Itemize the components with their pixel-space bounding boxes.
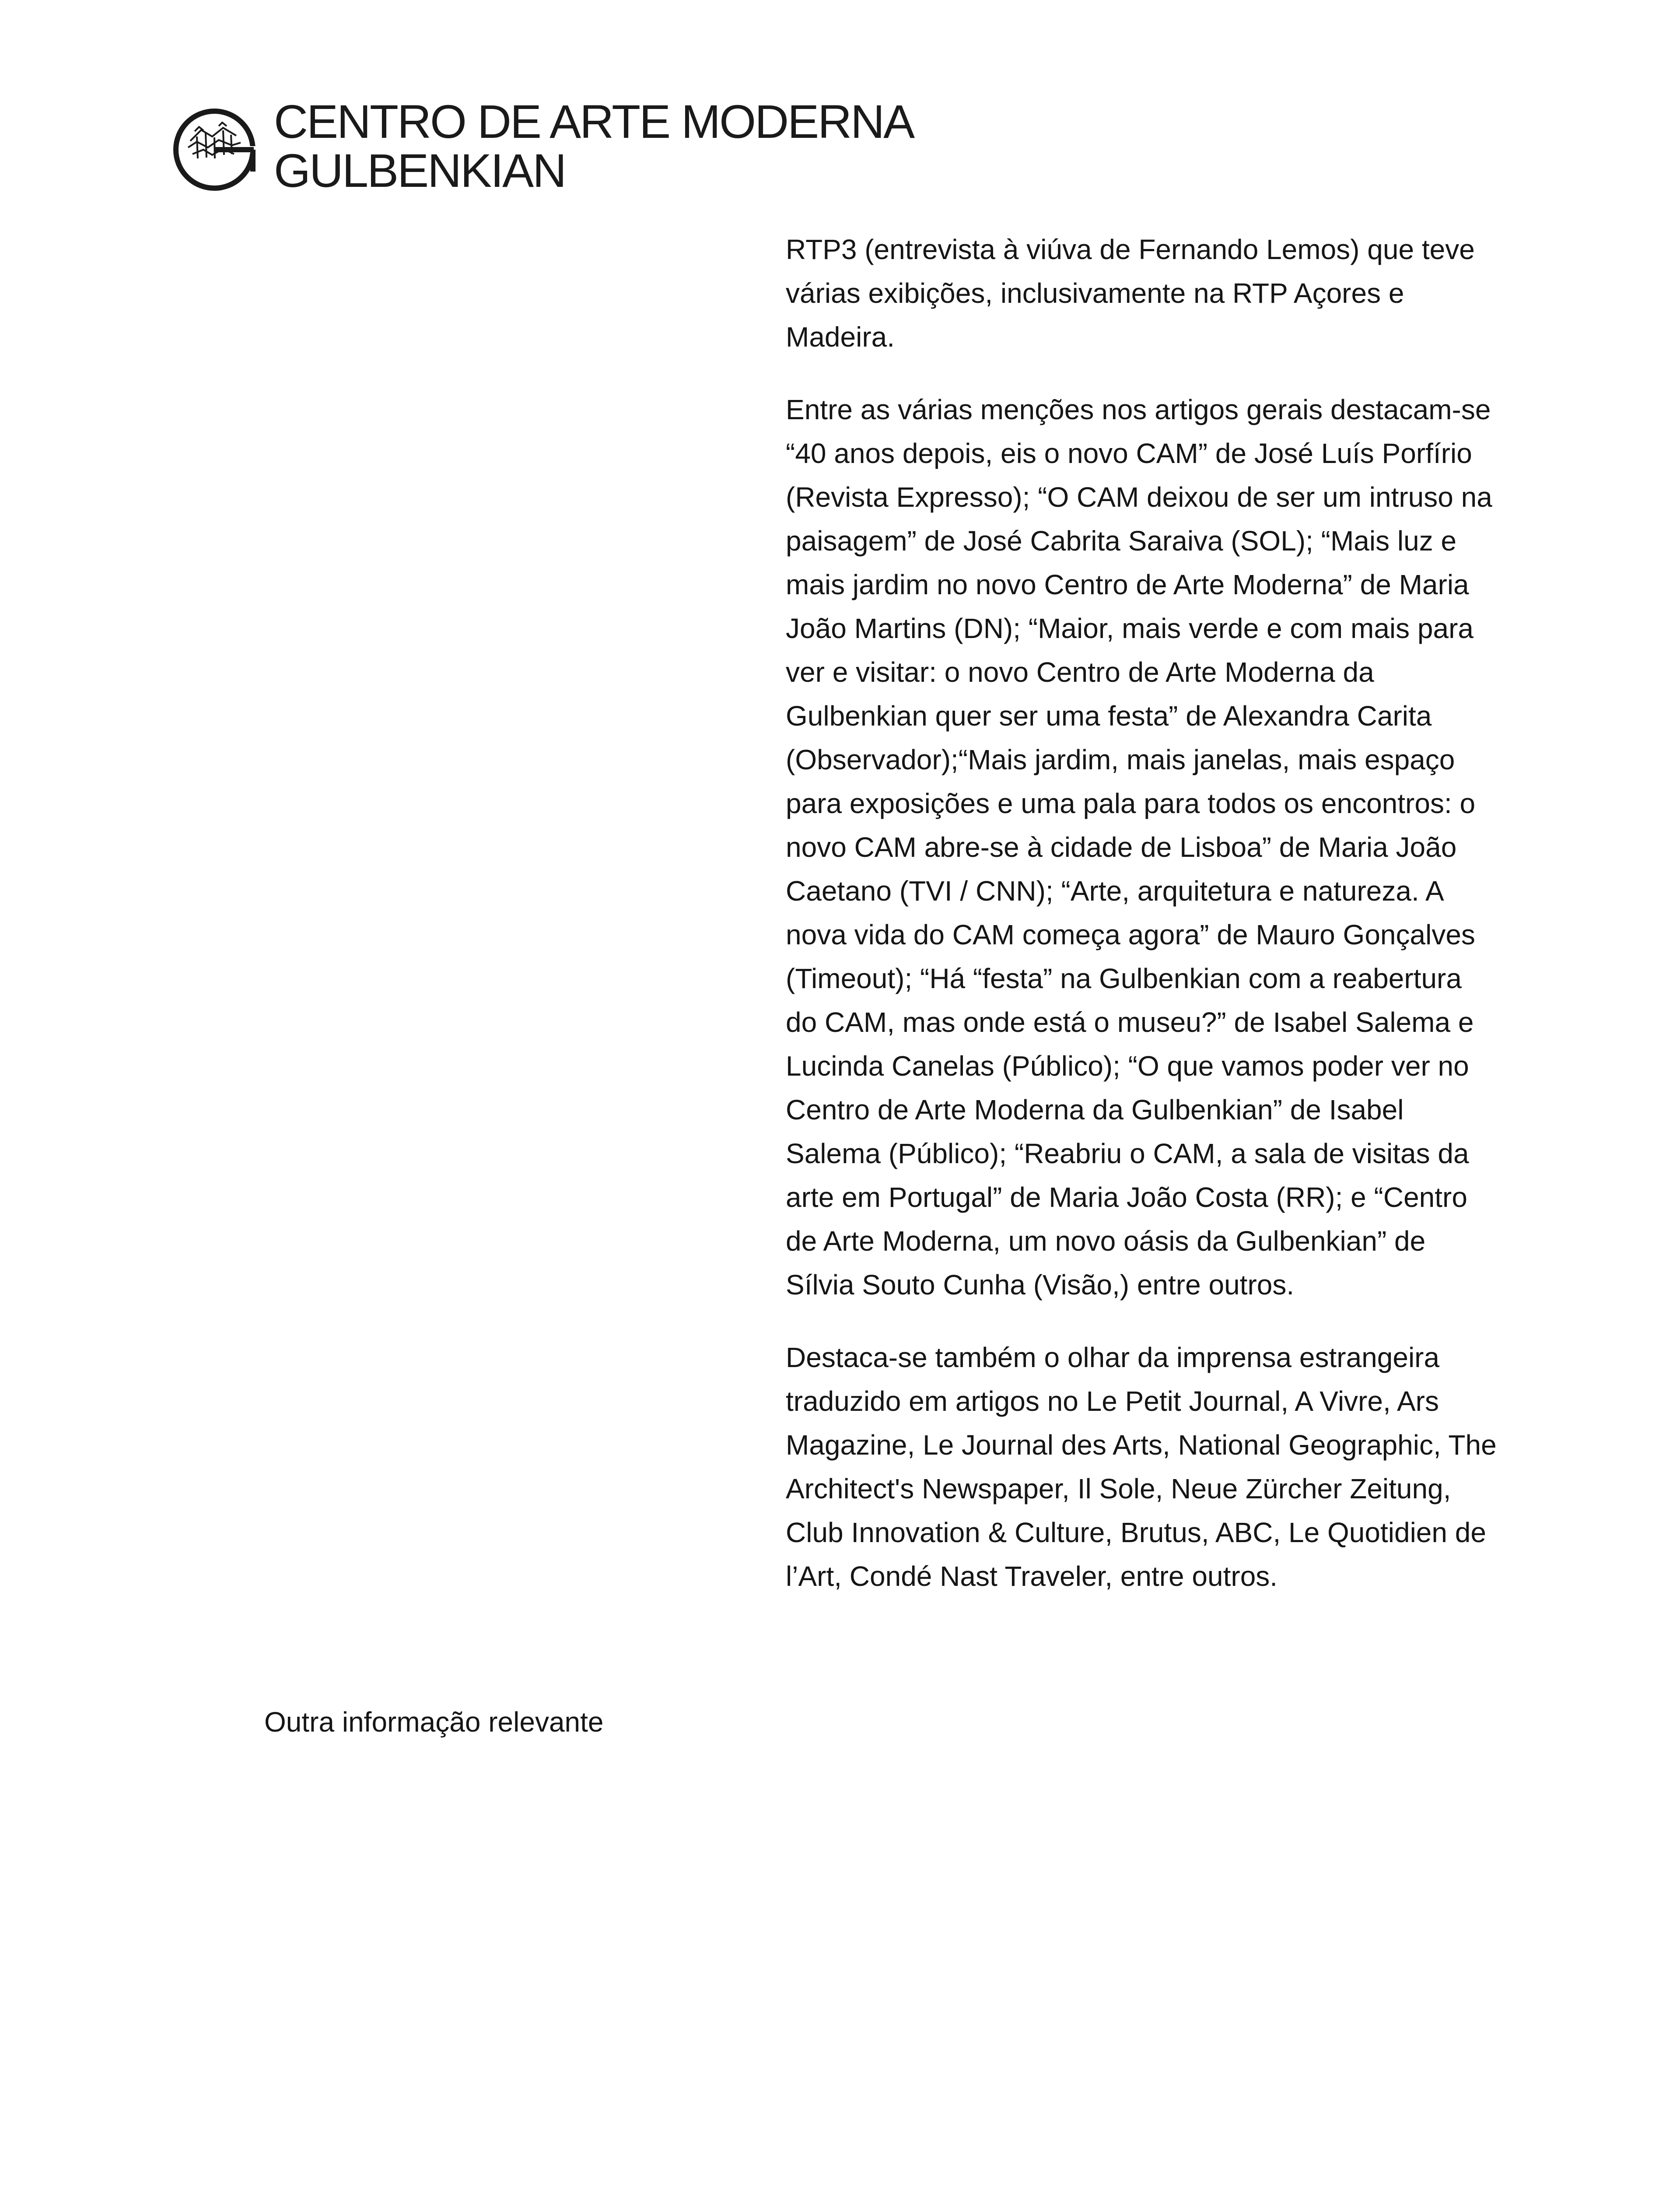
logo-wordmark <box>274 97 914 195</box>
paragraph-rtp3: RTP3 (entrevista à viúva de Fernando Lemos) que teve várias exibições, inclusivamente na RTP Açores e Madeira. <box>786 234 1475 353</box>
report-body <box>786 228 1499 1627</box>
organization-logo <box>171 97 1046 198</box>
logo-line-2: GULBENKIAN <box>274 144 566 197</box>
paragraph-press-mentions: Entre as várias menções nos artigos gerais destacam-se “40 anos depois, eis o novo CAM” de José Luís Porfírio (Revista Expresso); “O CAM deixou de ser um intruso na paisagem” de José Cabrita Saraiva (SOL); “Mais luz e mais jardim no novo Centro de Arte Moderna” de Maria João Martins (DN); “Maior, mais verde e com mais para ver e visitar: o novo Centro de Arte Moderna da Gulbenkian quer ser uma festa” de Alexandra Carita (Observador);“Mais jardim, mais janelas, mais espaço para exposições e uma pala para todos os encontros: o novo CAM abre-se à cidade de Lisboa” de Maria João Caetano (TVI / CNN); “Arte, arquitetura e natureza. A nova vida do CAM começa agora” de Mauro Gonçalves (Timeout); “Há “festa” na Gulbenkian com a reabertura do CAM, mas onde está o museu?” de Isabel Salema e Lucinda Canelas (Público); “O que vamos poder ver no Centro de Arte Moderna da Gulbenkian” de Isabel Salema (Público); “Reabriu o CAM, a sala de visitas da arte em Portugal” de Maria João Costa (RR); e “Centro de Arte Moderna, um novo oásis da Gulbenkian” de Sílvia Souto Cunha (Visão,) entre outros. <box>786 394 1492 1301</box>
paragraph-foreign-press: Destaca-se também o olhar da imprensa estrangeira traduzido em artigos no Le Petit Journal, A Vivre, Ars Magazine, Le Journal des Arts, National Geographic, The Architect's Newspaper, Il Sole, Neue Zürcher Zeitung, Club Innovation & Culture, Brutus, ABC, Le Quotidien de l’Art, Condé Nast Traveler, entre outros. <box>786 1342 1497 1592</box>
section-label-other-info: Outra informação relevante <box>264 1706 604 1738</box>
gulbenkian-logo-icon <box>171 106 262 193</box>
logo-line-1: CENTRO DE ARTE MODERNA <box>274 95 914 148</box>
